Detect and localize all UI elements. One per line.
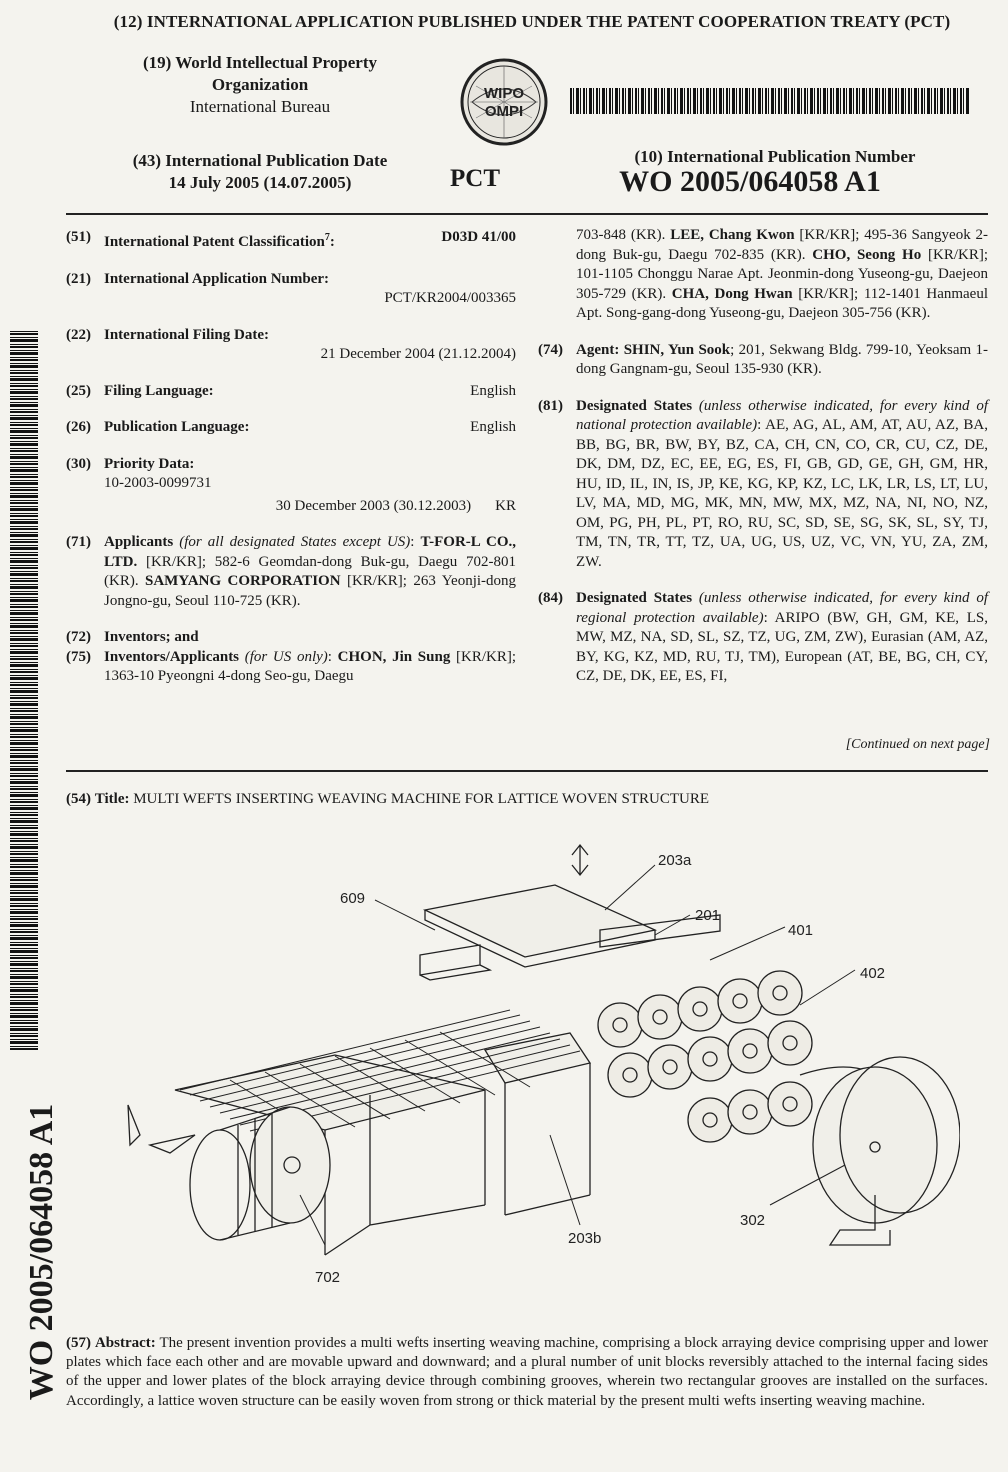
field-21-label: International Application Number: [104,270,330,287]
title-value: MULTI WEFTS INSERTING WEAVING MACHINE FOR LATTICE WOVEN STRUCTURE [133,791,709,807]
label-609: 609 [340,890,366,907]
field-71-num: (71) [66,534,91,550]
barcode-side [10,330,38,1050]
center-table-top [485,1033,590,1083]
inventor-1-address-cont: 703-848 (KR). [576,227,666,243]
field-22-num: (22) [66,326,91,343]
inventor-1-address: [KR/KR]; 1363-10 Pyeongni 4-dong Seo-gu, Daegu [104,648,517,684]
label-203b: 203b [568,1230,602,1247]
field-81-num: (81) [538,397,563,414]
priority-date: 30 December 2003 (30.12.2003) [275,497,472,514]
field-84-label: Designated States [576,590,693,606]
field-21 [66,270,516,290]
barcode-top [570,88,970,114]
field-74-num: (74) [538,341,563,358]
field-51-sup: 7 [324,232,330,243]
inventor-4-name: CHA, Dong Hwan [671,285,793,302]
national-states-list: AE, AG, AL, AM, AT, AU, AZ, BA, BB, BG, BR, BW, BY, BZ, CA, CH, CN, CO, CR, CU, CZ, DE, DK, DM, DZ, EC, EE, EG, ES, FI, GB, GD, GE, GH, GM, HR, HU, ID, IL, IN, IS, JP, KE, KG, KP, KZ, LC, LK, LR, LS, LT, LU, LV, MA, MD, MG, MK, MN, MW, MX, MZ, NA, NI, NO, NZ, OM, PG, PH, PL, PT, RO, RU, SC, SD, SE, SG, SK, SL, SY, TJ, TM, TN, TR, TT, TZ, UA, UG, US, UZ, VC, VN, YU, ZA, ZM, ZW. [576,417,988,570]
field-51-colon: : [329,234,335,250]
title-label: Title: [94,791,130,807]
field-81-colon: : [757,417,762,433]
field-75 [66,648,516,687]
field-72 [66,628,516,648]
front-roller [250,1107,330,1223]
field-25-num: (25) [66,382,91,399]
agent-name: SHIN, Yun Sook [623,341,731,358]
left-column [66,228,516,687]
side-publication-number: WO 2005/064058 A1 [23,1103,60,1401]
field-75-label: Inventors/Applicants [104,648,240,665]
inventor-4-address: [KR/KR]; 112-1401 Hanmaeul Apt. Song-gang-dong Yuseong-gu, Daejeon 305-756 (KR). [576,285,989,321]
field-22-value: 21 December 2004 (21.12.2004) [320,346,516,362]
continued-note: [Continued on next page] [845,737,990,752]
field-51-num: (51) [66,229,91,245]
field-71-colon: : [410,534,415,550]
field-81 [538,397,988,573]
inventor-1-name: CHON, Jin Sung [337,648,451,665]
middle-divider [66,770,988,772]
field-25-value: English [470,382,516,399]
roller-bank [598,971,812,1142]
organization-line1: (19) World Intellectual Property [142,53,378,72]
field-81-label: Designated States [576,397,693,414]
label-402: 402 [860,965,886,982]
field-74 [538,341,988,380]
agent-address: ; 201, Sekwang Bldg. 799-10, Yeoksam 1-dong Gangnam-gu, Seoul 135-930 (KR). [576,341,989,377]
inventor-3-address: [KR/KR]; 101-1105 Chonggu Narae Apt. Jeonmin-dong Yuseong-gu, Daejeon 305-729 (KR). [576,246,988,302]
label-302: 302 [740,1212,766,1229]
field-22 [66,326,516,346]
field-21-value: PCT/KR2004/003365 [384,290,516,306]
field-84 [538,589,988,687]
arrow-up-down-top [572,845,588,875]
field-71-note: (for all designated States except US) [179,534,411,550]
field-84-colon: : [763,609,768,626]
top-divider [66,213,988,215]
publication-date-value: 14 July 2005 (14.07.2005) [168,173,352,192]
field-74-label: Agent: [576,341,620,358]
block-609 [420,945,480,975]
applicant-2-name: SAMYANG CORPORATION [144,573,341,589]
field-84-num: (84) [538,590,563,606]
applicant-1-name: T-FOR-L CO., LTD. [104,534,517,570]
field-21-num: (21) [66,270,91,287]
organization-line3: International Bureau [189,97,331,116]
title-num: (54) [66,791,91,807]
field-30 [66,455,516,517]
field-51 [66,228,516,253]
priority-number: 10-2003-0099731 [104,475,212,491]
abstract [66,1334,988,1411]
field-30-label: Priority Data: [104,455,195,472]
wipo-logo-icon [458,56,550,148]
label-702: 702 [315,1269,341,1286]
field-51-label: International Patent Classification [104,234,325,250]
abstract-num: (57) [66,1335,91,1351]
applicant-1-address: [KR/KR]; 582-6 Geomdan-dong Buk-gu, Daegu 702-801 (KR). [104,553,516,589]
organization-block [110,52,410,118]
field-51-value: D03D 41/00 [441,229,516,245]
field-75-num: (75) [66,648,91,665]
abstract-text: The present invention provides a multi wefts inserting weaving machine, comprising a block arraying device comprising upper and lower plates which face each other and are movable upward and downward; and a plural number of unit blocks reversibly attached to the internal facing sides of the upper and lower plates of the block arraying device through combining grooves, wherein two rectangular grooves are installed on the surfaces. Accordingly, a lattice woven structure can be easily woven from strong or thick material by the present multi wefts inserting weaving machine. [66,1335,988,1409]
title-line [66,791,996,808]
field-26-num: (26) [66,419,91,435]
machine-figure [100,835,960,1305]
regional-states-list: ARIPO (BW, GH, GM, KE, LS, MW, MZ, NA, SD, SL, SZ, TZ, UG, ZM, ZW), Eurasian (AM, AZ, BY, KG, KZ, MD, RU, TJ, TM), European (AT, BE, BG, CH, CY, CZ, DE, DK, EE, ES, FI, [576,609,988,684]
label-401: 401 [788,922,814,939]
field-81-note: (unless otherwise indicated, for every kind of national protection available) [576,397,988,433]
field-30-num: (30) [66,455,91,472]
field-26-label: Publication Language: [104,419,250,435]
logo-text-top: WIPO [484,85,524,102]
publication-number: WO 2005/064058 A1 [619,165,881,198]
inventor-2-name: LEE, Chang Kwon [670,227,795,243]
field-25 [66,382,516,402]
abstract-label: Abstract: [94,1335,156,1351]
publication-number-label: (10) International Publication Number [634,147,916,166]
field-75-note: (for US only) [244,648,328,665]
field-75-colon: : [327,648,332,665]
organization-line2: Organization [211,75,309,94]
field-71 [66,533,516,611]
pct-label: PCT [450,165,500,192]
publication-date-block [100,150,420,194]
inventor-3-name: CHO, Seong Ho [812,246,922,263]
scrap-pieces [128,1105,195,1153]
applicant-2-address: [KR/KR]; 263 Yeonji-dong Jongno-gu, Seoul 110-725 (KR). [104,573,517,609]
inventors-continued [538,226,988,324]
publication-date-label: (43) International Publication Date [132,151,388,170]
right-column [538,226,988,687]
field-25-label: Filing Language: [104,382,214,399]
logo-text-bottom: OMPI [484,103,524,120]
field-26-value: English [470,419,516,435]
field-72-label: Inventors; and [104,629,199,645]
priority-country: KR [495,497,516,514]
field-72-num: (72) [66,629,91,645]
left-table-top [175,1055,485,1130]
field-71-label: Applicants [104,534,174,550]
field-26 [66,418,516,438]
inventor-2-address: [KR/KR]; 495-36 Sangyeok 2-dong Buk-gu, Daegu 702-835 (KR). [576,227,989,263]
field-84-note: (unless otherwise indicated, for every kind of regional protection available) [576,590,988,626]
label-203a: 203a [658,852,692,869]
field-22-label: International Filing Date: [104,326,269,343]
document-header: (12) INTERNATIONAL APPLICATION PUBLISHED UNDER THE PATENT COOPERATION TREATY (PCT) [113,12,951,31]
label-201: 201 [695,907,721,924]
